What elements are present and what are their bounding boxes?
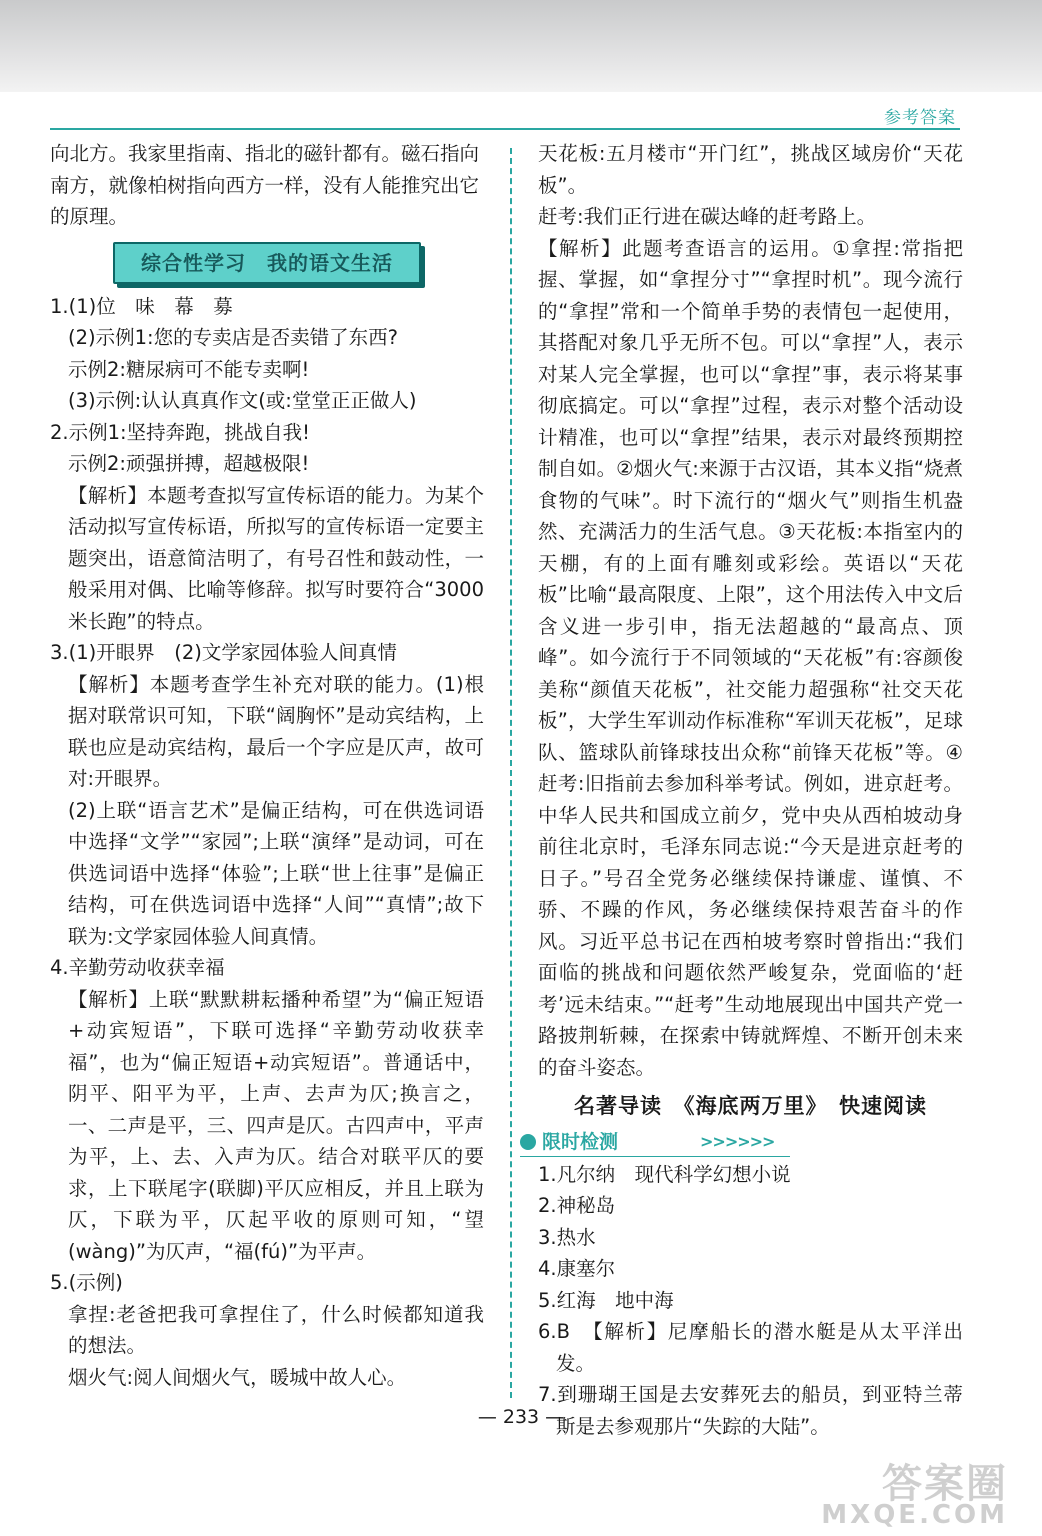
answer-item: 2.神秘岛 [538,1194,616,1217]
left-column [50,138,484,1393]
right-column [538,138,963,1442]
arrows-icon: >>>>>> [700,1131,775,1151]
subheading [520,1127,963,1157]
header-label: 参考答案 [884,108,956,128]
text-paragraph: 赶考:我们正行进在碳达峰的赶考路上。 [538,205,877,228]
section-title: 名著导读 《海底两万里》 快速阅读 [574,1094,927,1118]
subheading-underline [520,1156,790,1157]
answer-item: 5.红海 地中海 [538,1288,674,1312]
text-paragraph: 天花板:五月楼市“开门红”，挑战区域房价“天花板”。 [538,142,963,197]
text-paragraph: 【解析】此题考查语言的运用。①拿捏:常指把握、掌握，如“拿捏分寸”“拿捏时机”。现今流行的“拿捏”常和一个简单手势的表情包一起使用，其搭配对象几乎无所不包。可以“拿捏”人，表示对某人完全掌握，也可以“拿捏”事，表示将某事彻底搞定。可以“拿捏”过程，表示对整个活动设计精准，也可以“拿捏”结果，表示对最终预期控制自如。②烟火气:来源于古汉语，其本义指“烧煮食物的气味”。时下流行的“烟火气”则指生机盎然、充满活力的生活气息。③天花板:本指室内的天棚，有的上面有雕刻或彩绘。英语以“天花板”比喻“最高限度、上限”，这个用法传入中文后含义进一步引申，指无法超越的“最高点、顶峰”。如今流行于不同领域的“天花板”有:容颜俊美称“颜值天花板”，社交能力超强称“社交天花板”，大学生军训动作标准称“军训天花板”，足球队、篮球队前锋球技出众称“前锋天花板”等。④赶考:旧指前去参加科举考试。例如，进京赶考。中华人民共和国成立前夕，党中央从西柏坡动身前往北京时，毛泽东同志说:“今天是进京赶考的日子。”号召全党务必继续保持谦虚、谨慎、不骄、不躁的作风，务必继续保持艰苦奋斗的作风。习近平总书记在西柏坡考察时曾指出:“我们面临的挑战和问题依然严峻复杂，党面临的‘赶考’远未结束。”“赶考”生动地展现出中国共产党一路披荆斩棘，在探索中铸就辉煌、不断开创未来的奋斗姿态。 [538,236,963,1079]
answer-item: 4.辛勤劳动收获幸福 [50,956,225,979]
answer-item: 1.(1)位 味 幕 募 [50,294,233,318]
text-paragraph: 南方，就像柏树指向西方一样，没有人能推究出它 [50,173,480,197]
answer-item: 2.示例1:坚持奔跑，挑战自我! [50,420,310,444]
text-paragraph: 【解析】上联“默默耕耘播种希望”为“偏正短语+动宾短语”，下联可选择“辛勤劳动收获幸福”，也为“偏正短语+动宾短语”。普通话中，阴平、阳平为平，上声、去声为仄;换言之，一、二声是平，三、四声是仄。古四声中，平声为平，上、去、入声为仄。结合对联平仄的要求，上下联尾字(联脚)平仄应相反，并且上联为仄，下联为平，仄起平收的原则可知，“望(wàng)”为仄声，“福(fú)”为平声。 [68,987,484,1263]
text-paragraph: 的原理。 [50,205,129,228]
answer-item: 4.康塞尔 [538,1257,616,1280]
text-paragraph: (2)示例1:您的专卖店是否卖错了东西? [68,326,398,349]
bullet-icon [520,1134,536,1150]
subheading-text: 限时检测 [542,1130,619,1153]
column-divider [510,148,512,1398]
text-paragraph: 烟火气:阅人间烟火气，暖城中故人心。 [68,1365,407,1389]
answer-item: 7.到珊瑚王国是去安葬死去的船员，到亚特兰蒂斯是去参观那片“失踪的大陆”。 [538,1383,963,1438]
text-paragraph: 示例2:顽强拼搏，超越极限! [68,452,310,475]
text-paragraph: 【解析】本题考查学生补充对联的能力。(1)根据对联常识可知，下联“阔胸怀”是动宾结构，上联也应是动宾结构，最后一个字应是仄声，故可对:开眼界。 [68,672,484,790]
answer-item: 6.B 【解析】尼摩船长的潜水艇是从太平洋出发。 [538,1320,963,1375]
answer-item: 3.(1)开眼界 (2)文学家园体验人间真情 [50,641,397,664]
text-paragraph: (3)示例:认认真真作文(或:堂堂正正做人) [68,389,417,412]
scan-top-band [0,0,1042,92]
watermark-logo: 答案圈 [882,1461,1008,1507]
text-paragraph: 【解析】本题考查拟写宣传标语的能力。为某个活动拟写宣传标语，所拟写的宣传标语一定要主题突出，语意简洁明了，有号召性和鼓动性，一般采用对偶、比喻等修辞。拟写时要符合“3000米长跑”的特点。 [68,483,484,633]
answer-item: 1.凡尔纳 现代科学幻想小说 [538,1162,791,1186]
page-number: — 233 — [477,1406,565,1428]
answer-item: 5.(示例) [50,1271,123,1294]
text-paragraph: 向北方。我家里指南、指北的磁针都有。磁石指向 [50,142,480,165]
text-paragraph: (2)上联“语言艺术”是偏正结构，可在供选词语中选择“文学”“家园”;上联“演绎”是动词，可在供选词语中选择“体验”;上联“世上往事”是偏正结构，可在供选词语中选择“人间”“真情”;故下联为:文学家园体验人间真情。 [68,798,484,948]
header-rule [50,128,960,130]
watermark-url: MXQE.COM [821,1500,1008,1530]
text-paragraph: 示例2:糖尿病可不能专卖啊! [68,357,310,381]
text-paragraph: 拿捏:老爸把我可拿捏住了，什么时候都知道我的想法。 [68,1302,484,1357]
section-heading-box: 综合性学习 我的语文生活 [113,242,421,284]
answer-item: 3.热水 [538,1225,596,1249]
